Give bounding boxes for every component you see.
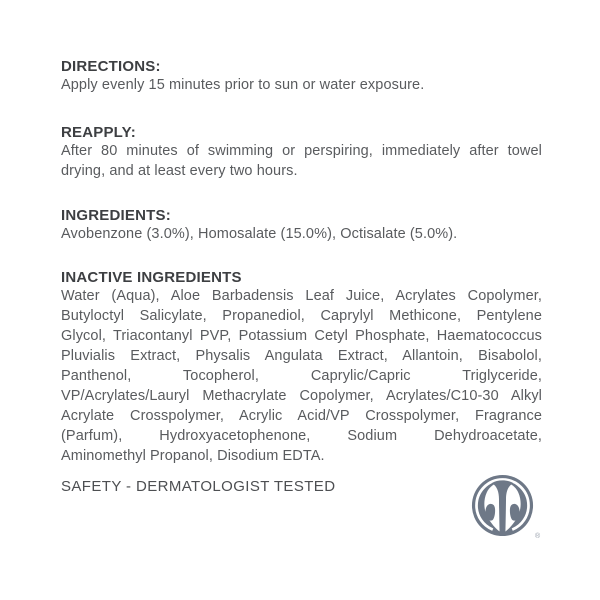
reapply-body-line: After 80 minutes of swimming or perspiring, immediately after towel bbox=[61, 143, 542, 159]
inactive-ingredients-section bbox=[61, 269, 542, 466]
directions-section bbox=[61, 58, 542, 95]
directions-body: Apply evenly 15 minutes prior to sun or water exposure. bbox=[61, 77, 425, 93]
inactive-ingredients-line: Panthenol, Tocopherol, Caprylic/Capric Triglyceride, bbox=[61, 368, 542, 384]
inactive-ingredients-line: VP/Acrylates/Lauryl Methacrylate Copolymer, Acrylates/C10-30 Alkyl bbox=[61, 388, 542, 404]
safety-statement: SAFETY - DERMATOLOGIST TESTED bbox=[61, 478, 336, 495]
inactive-ingredients-heading: INACTIVE INGREDIENTS bbox=[61, 269, 242, 286]
inactive-ingredients-line: Aminomethyl Propanol, Disodium EDTA. bbox=[61, 448, 325, 464]
brand-fountain-logo-icon bbox=[470, 473, 535, 538]
inactive-ingredients-line: Pluvialis Extract, Physalis Angulata Extract, Allantoin, Bisabolol, bbox=[61, 348, 542, 364]
fountain-logo-svg bbox=[470, 473, 535, 538]
inactive-ingredients-line: Glycol, Triacontanyl PVP, Potassium Cetyl Phosphate, Haematococcus bbox=[61, 328, 542, 344]
ingredients-heading: INGREDIENTS: bbox=[61, 207, 171, 224]
reapply-body-line: drying, and at least every two hours. bbox=[61, 163, 298, 179]
inactive-ingredients-line: (Parfum), Hydroxyacetophenone, Sodium Dehydroacetate, bbox=[61, 428, 542, 444]
ingredients-body: Avobenzone (3.0%), Homosalate (15.0%), Octisalate (5.0%). bbox=[61, 226, 458, 242]
directions-heading: DIRECTIONS: bbox=[61, 58, 161, 75]
reapply-section bbox=[61, 124, 542, 181]
reapply-heading: REAPPLY: bbox=[61, 124, 136, 141]
product-label bbox=[61, 58, 542, 498]
inactive-ingredients-line: Butyloctyl Salicylate, Propanediol, Caprylyl Methicone, Pentylene bbox=[61, 308, 542, 324]
inactive-ingredients-line: Acrylate Crosspolymer, Acrylic Acid/VP Crosspolymer, Fragrance bbox=[61, 408, 542, 424]
inactive-ingredients-line: Water (Aqua), Aloe Barbadensis Leaf Juice, Acrylates Copolymer, bbox=[61, 288, 542, 304]
ingredients-section bbox=[61, 207, 542, 244]
registered-trademark-symbol: ® bbox=[535, 533, 541, 540]
